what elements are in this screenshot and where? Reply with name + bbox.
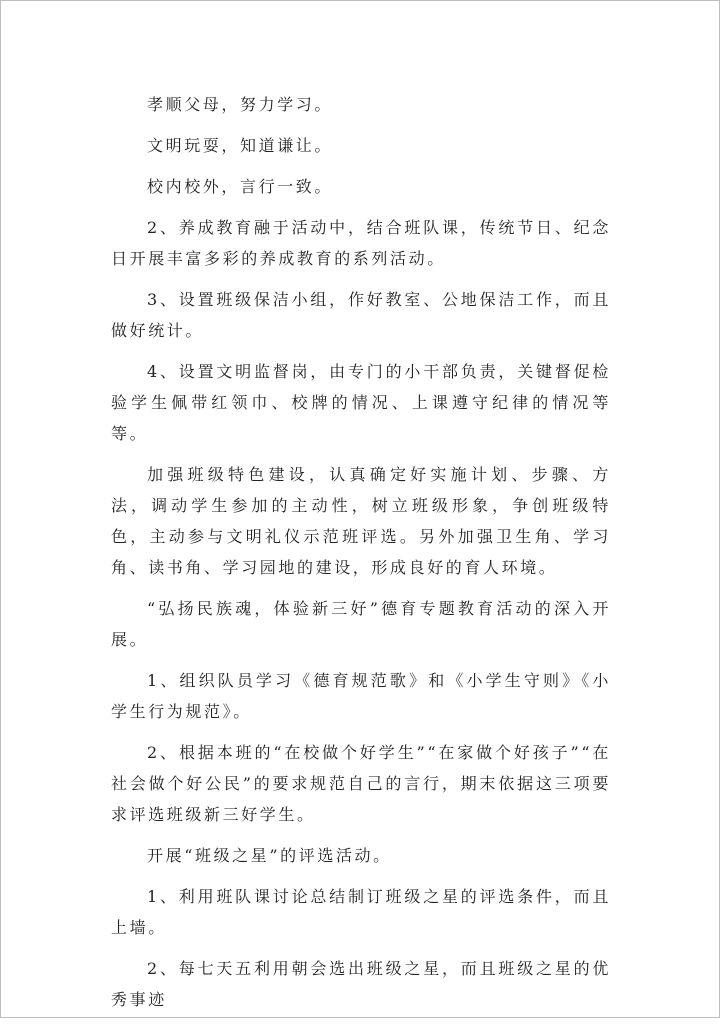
paragraph: 1、组织队员学习《德育规范歌》和《小学生守则》《小学生行为规范》。 [111,671,611,721]
paragraph: “弘扬民族魂，体验新三好”德育专题教育活动的深入开展。 [111,599,611,649]
paragraph: 加强班级特色建设，认真确定好实施计划、步骤、方法，调动学生参加的主动性，树立班级形象，争创班级特色，主动参与文明礼仪示范班评选。另外加强卫生角、学习角、读书角、学习园地的建设，形成良好的育人环境。 [111,465,611,577]
document-body [111,89,611,1025]
paragraph: 4、设置文明监督岗，由专门的小干部负责，关键督促检验学生佩带红领巾、校牌的情况、上课遵守纪律的情况等等。 [111,362,611,443]
paragraph: 1、利用班队课讨论总结制订班级之星的评选条件，而且上墙。 [111,887,611,937]
paragraph: 文明玩耍，知道谦让。 [147,136,334,155]
paragraph: 3、设置班级保洁小组，作好教室、公地保洁工作，而且做好统计。 [111,290,611,340]
paragraph: 2、养成教育融于活动中，结合班队课，传统节日、纪念日开展丰富多彩的养成教育的系列活动。 [111,218,611,268]
paragraph: 孝顺父母，努力学习。 [147,95,334,114]
paragraph: 开展“班级之星”的评选活动。 [147,846,392,865]
paragraph: 校内校外，言行一致。 [147,177,334,196]
paragraph: 2、每七天五利用朝会选出班级之星，而且班级之星的优秀事迹 [111,959,611,1009]
paragraph: 2、根据本班的“在校做个好学生”“在家做个好孩子”“在社会做个好公民”的要求规范自己的言行，期末依据这三项要求评选班级新三好学生。 [111,743,611,824]
